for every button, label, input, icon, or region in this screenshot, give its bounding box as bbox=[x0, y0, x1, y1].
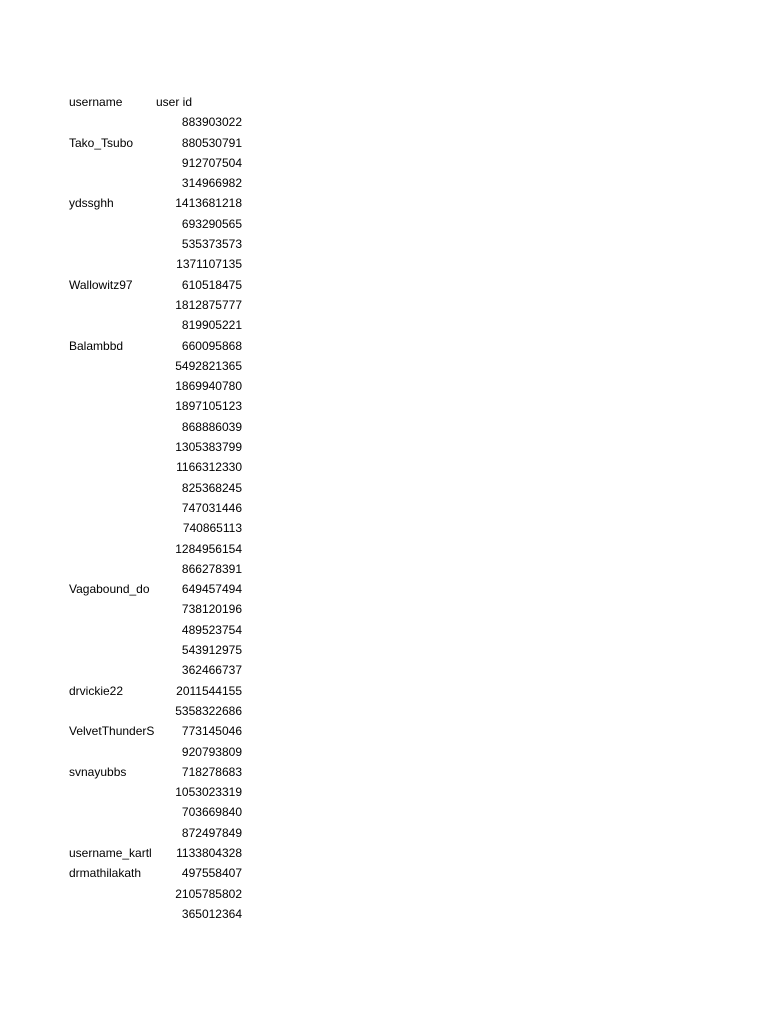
table-row bbox=[69, 275, 269, 295]
table-row bbox=[69, 112, 269, 132]
user-id-cell: 912707504 bbox=[181, 155, 242, 170]
user-id-cell: 1133804328 bbox=[176, 845, 242, 860]
user-id-cell: 738120196 bbox=[181, 602, 242, 617]
table-row bbox=[69, 498, 269, 518]
table-row bbox=[69, 823, 269, 843]
user-id-cell: 740865113 bbox=[182, 521, 242, 536]
table-row bbox=[69, 762, 269, 782]
user-id-cell: 660095868 bbox=[181, 338, 242, 353]
table-row bbox=[69, 640, 269, 660]
table-row bbox=[69, 417, 269, 437]
table-row bbox=[69, 376, 269, 396]
user-id-cell: 362466737 bbox=[181, 663, 242, 678]
user-id-cell: 868886039 bbox=[181, 419, 242, 434]
user-id-cell: 819905221 bbox=[181, 318, 242, 333]
username-cell: ydssghh bbox=[69, 196, 114, 211]
user-id-cell: 718278683 bbox=[181, 764, 242, 779]
username-cell: Balambbd bbox=[69, 338, 124, 353]
user-id-cell: 1284956154 bbox=[175, 541, 242, 556]
table-row bbox=[69, 721, 269, 741]
user-id-cell: 747031446 bbox=[181, 500, 242, 515]
table-row bbox=[69, 599, 269, 619]
username-cell: Vagabound_do bbox=[69, 582, 150, 597]
user-id-cell: 610518475 bbox=[181, 277, 242, 292]
table-row bbox=[69, 315, 269, 335]
table-row bbox=[69, 133, 269, 153]
table-row bbox=[69, 884, 269, 904]
user-id-cell: 2105785802 bbox=[175, 886, 242, 901]
user-id-cell: 5492821365 bbox=[175, 358, 242, 373]
table-row bbox=[69, 518, 269, 538]
table-row bbox=[69, 295, 269, 315]
user-id-cell: 1166312330 bbox=[176, 460, 242, 475]
table-row bbox=[69, 782, 269, 802]
table-row bbox=[69, 437, 269, 457]
user-id-cell: 1053023319 bbox=[175, 785, 242, 800]
table-row bbox=[69, 701, 269, 721]
header-username: username bbox=[69, 95, 123, 109]
username-cell: drvickie22 bbox=[69, 683, 124, 698]
table-row bbox=[69, 863, 269, 883]
table-row bbox=[69, 173, 269, 193]
username-cell: username_kartl bbox=[69, 845, 152, 860]
user-id-cell: 872497849 bbox=[181, 825, 242, 840]
table-row bbox=[69, 843, 269, 863]
user-id-cell: 314966982 bbox=[181, 176, 242, 191]
table-row bbox=[69, 559, 269, 579]
user-id-cell: 920793809 bbox=[181, 744, 242, 759]
user-id-cell: 489523754 bbox=[181, 622, 242, 637]
user-id-cell: 773145046 bbox=[181, 724, 242, 739]
table-row bbox=[69, 193, 269, 213]
table-row bbox=[69, 214, 269, 234]
user-id-cell: 1897105123 bbox=[175, 399, 242, 414]
table-row bbox=[69, 620, 269, 640]
username-cell: Wallowitz97 bbox=[69, 277, 133, 292]
user-id-cell: 497558407 bbox=[181, 866, 242, 881]
table-row bbox=[69, 579, 269, 599]
user-id-cell: 535373573 bbox=[181, 237, 242, 252]
table-row bbox=[69, 153, 269, 173]
username-cell: svnayubbs bbox=[69, 764, 127, 779]
table-row bbox=[69, 478, 269, 498]
user-id-cell: 365012364 bbox=[181, 906, 242, 921]
table-row bbox=[69, 539, 269, 559]
table-row bbox=[69, 904, 269, 924]
username-cell: VelvetThunderS bbox=[69, 724, 155, 739]
table-row bbox=[69, 234, 269, 254]
spreadsheet-table bbox=[69, 92, 269, 924]
table-row bbox=[69, 457, 269, 477]
table-row bbox=[69, 356, 269, 376]
user-id-cell: 1305383799 bbox=[175, 440, 242, 455]
user-id-cell: 883903022 bbox=[181, 115, 242, 130]
user-id-cell: 703669840 bbox=[181, 805, 242, 820]
table-row bbox=[69, 742, 269, 762]
user-id-cell: 1812875777 bbox=[175, 297, 242, 312]
username-cell: drmathilakath bbox=[69, 866, 142, 881]
table-row bbox=[69, 336, 269, 356]
user-id-cell: 5358322686 bbox=[175, 703, 242, 718]
user-id-cell: 1371107135 bbox=[176, 257, 242, 272]
user-id-cell: 2011544155 bbox=[176, 683, 242, 698]
user-id-cell: 866278391 bbox=[181, 561, 242, 576]
table-row bbox=[69, 660, 269, 680]
table-row bbox=[69, 681, 269, 701]
user-id-cell: 1869940780 bbox=[175, 379, 242, 394]
table-row bbox=[69, 254, 269, 274]
header-row bbox=[69, 92, 269, 112]
header-user-id: user id bbox=[156, 95, 193, 109]
user-id-cell: 825368245 bbox=[181, 480, 242, 495]
table-row bbox=[69, 396, 269, 416]
table-row bbox=[69, 802, 269, 822]
user-id-cell: 880530791 bbox=[181, 135, 242, 150]
table-body bbox=[69, 112, 269, 924]
user-id-cell: 543912975 bbox=[181, 643, 242, 658]
user-id-cell: 1413681218 bbox=[175, 196, 242, 211]
user-id-cell: 649457494 bbox=[181, 582, 242, 597]
username-cell: Tako_Tsubo bbox=[69, 135, 134, 150]
user-id-cell: 693290565 bbox=[181, 216, 242, 231]
